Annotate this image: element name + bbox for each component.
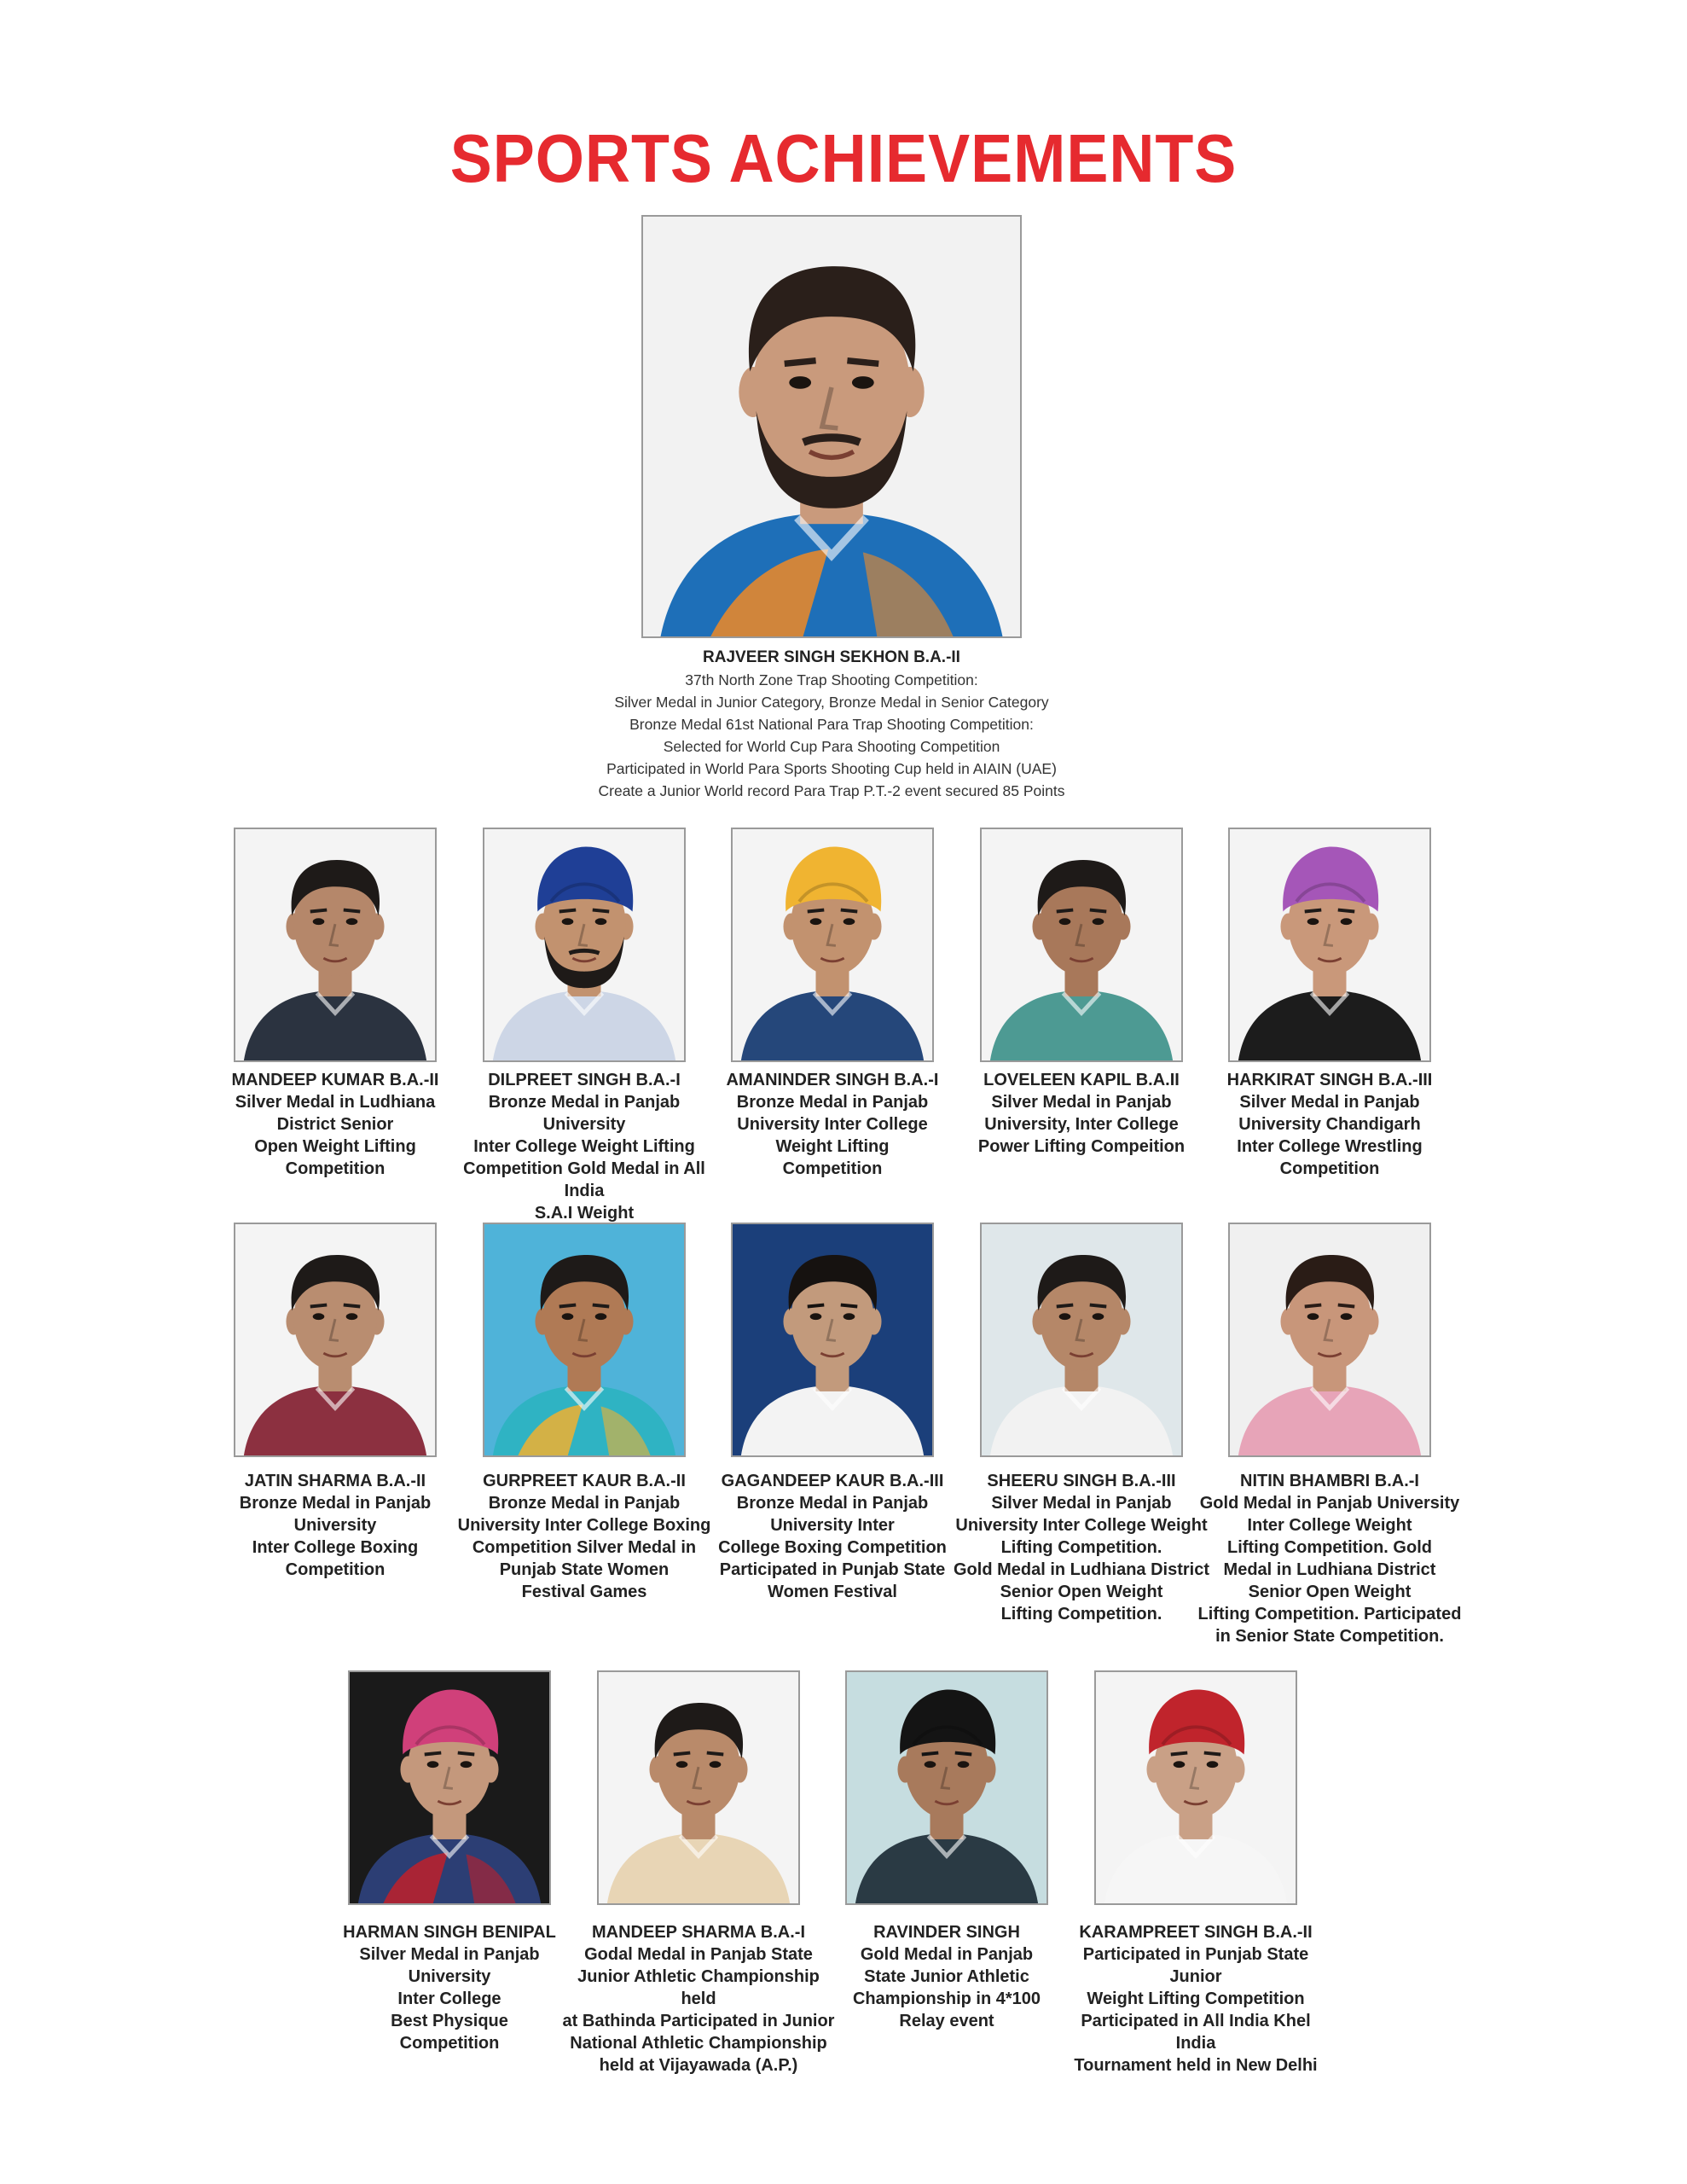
athlete-name: LOVELEEN KAPIL B.A.II [983, 1071, 1180, 1089]
achievement-line: Participated in All India Khel India [1081, 2012, 1311, 2053]
athlete-photo [980, 828, 1183, 1062]
achievement-line: Bronze Medal in Panjab University [488, 1093, 681, 1134]
achievement-line: Inter College [397, 1989, 501, 2008]
achievement-line: University Inter College [737, 1115, 928, 1134]
achievement-line: Lifting Competition. [1000, 1605, 1162, 1623]
achievement-line: Senior Open Weight [1000, 1583, 1163, 1601]
achievement-line: Relay event [899, 2012, 994, 2030]
portrait-illustration [350, 1672, 549, 1903]
achievement-line: Create a Junior World record Para Trap P.T.-2 event secured 85 Points [598, 782, 1065, 799]
athlete-photo [348, 1670, 551, 1905]
achievement-line: Competition [285, 1159, 386, 1178]
athlete-caption [562, 1921, 835, 2077]
achievement-line: University Inter College Weight [955, 1516, 1208, 1535]
portrait-illustration [484, 829, 684, 1060]
achievement-line: Competition [1279, 1159, 1380, 1178]
achievement-line: Bronze Medal in Panjab [736, 1494, 929, 1513]
athlete-name: SHEERU SINGH B.A.-III [987, 1472, 1176, 1490]
achievement-line: 37th North Zone Trap Shooting Competition: [685, 671, 978, 688]
athlete-name: RAJVEER SINGH SEKHON B.A.-II [703, 648, 960, 666]
achievement-line: Senior Open Weight [1248, 1583, 1412, 1601]
achievement-line: Silver Medal in Panjab [991, 1093, 1172, 1112]
achievement-line: Competition [399, 2034, 500, 2053]
athlete-photo [483, 1223, 686, 1457]
athlete-photo [1228, 828, 1431, 1062]
featured-athlete-caption [507, 647, 1156, 802]
athlete-caption [1193, 1069, 1466, 1180]
athlete-name: HARMAN SINGH BENIPAL [343, 1923, 556, 1942]
athlete-photo [597, 1670, 800, 1905]
achievement-line: Silver Medal in Ludhiana [235, 1093, 436, 1112]
achievement-line: Lifting Competition. [1000, 1538, 1162, 1557]
achievement-line: Silver Medal in Panjab [991, 1494, 1172, 1513]
page-title: SPORTS ACHIEVEMENTS [449, 120, 1238, 196]
athlete-photo [731, 828, 934, 1062]
achievement-line: Silver Medal in Junior Category, Bronze Medal in Senior Category [614, 694, 1049, 711]
athlete-caption [199, 1069, 472, 1180]
achievement-line: Festival Games [521, 1583, 647, 1601]
athlete-photo [980, 1223, 1183, 1457]
athlete-name: KARAMPREET SINGH B.A.-II [1079, 1923, 1313, 1942]
athlete-name: GAGANDEEP KAUR B.A.-III [721, 1472, 944, 1490]
athlete-caption [696, 1069, 969, 1180]
achievement-line: District Senior [276, 1115, 394, 1134]
achievement-line: Participated in World Para Sports Shooting Cup held in AIAIN (UAE) [606, 760, 1057, 777]
achievement-line: Gold Medal in Ludhiana District [953, 1560, 1210, 1579]
athlete-caption [313, 1921, 586, 2054]
athlete-name: DILPREET SINGH B.A.-I [488, 1071, 681, 1089]
achievement-line: Open Weight Lifting [254, 1137, 416, 1156]
portrait-illustration [484, 1224, 684, 1455]
achievement-line: Women Festival [768, 1583, 897, 1601]
athlete-photo [483, 828, 686, 1062]
achievement-line: Competition [782, 1159, 883, 1178]
achievement-line: Bronze Medal 61st National Para Trap Shooting Competition: [629, 716, 1034, 733]
achievement-line: State Junior Athletic [864, 1967, 1029, 1986]
athlete-name: MANDEEP SHARMA B.A.-I [591, 1923, 805, 1942]
achievement-line: Gold Medal in Panjab University [1199, 1494, 1460, 1513]
athlete-name: AMANINDER SINGH B.A.-I [726, 1071, 939, 1089]
achievement-line: Inter College Weight [1247, 1516, 1412, 1535]
athlete-caption [199, 1470, 472, 1581]
portrait-illustration [733, 1224, 932, 1455]
portrait-illustration [235, 1224, 435, 1455]
portrait-illustration [1230, 1224, 1429, 1455]
athlete-name: HARKIRAT SINGH B.A.-III [1226, 1071, 1433, 1089]
portrait-illustration [733, 829, 932, 1060]
achievement-line: College Boxing Competition [718, 1538, 947, 1557]
achievement-line: Weight Lifting Competition [1087, 1989, 1305, 2008]
athlete-name: RAVINDER SINGH [873, 1923, 1020, 1942]
achievement-line: Bronze Medal in Panjab [239, 1494, 432, 1513]
portrait-illustration [1096, 1672, 1296, 1903]
achievement-line: Medal in Ludhiana District [1223, 1560, 1436, 1579]
athlete-name: MANDEEP KUMAR B.A.-II [231, 1071, 439, 1089]
portrait-illustration [599, 1672, 798, 1903]
achievement-line: Silver Medal in Panjab [1239, 1093, 1420, 1112]
achievement-line: Lifting Competition. Participated [1197, 1605, 1462, 1623]
athlete-caption [1193, 1470, 1466, 1647]
athlete-photo [234, 1223, 437, 1457]
athlete-photo [234, 828, 437, 1062]
athlete-name: JATIN SHARMA B.A.-II [244, 1472, 426, 1490]
achievement-line: Gold Medal in Panjab [860, 1945, 1034, 1964]
achievement-line: University [293, 1516, 377, 1535]
portrait-illustration [847, 1672, 1046, 1903]
achievement-line: Bronze Medal in Panjab [736, 1093, 929, 1112]
achievement-line: Participated in Punjab State Junior [1082, 1945, 1309, 1986]
athlete-caption [448, 1470, 721, 1603]
achievement-line: Inter College Weight Lifting [473, 1137, 695, 1156]
portrait-illustration [982, 1224, 1181, 1455]
athlete-caption [448, 1069, 721, 1246]
achievement-line: at Bathinda Participated in Junior [562, 2012, 835, 2030]
achievement-line: Tournament held in New Delhi [1074, 2056, 1318, 2075]
achievement-line: Lifting Competition. Gold [1227, 1538, 1432, 1557]
achievement-line: Punjab State Women [499, 1560, 670, 1579]
achievement-line: Silver Medal in Panjab [359, 1945, 540, 1964]
achievement-line: University, Inter College [984, 1115, 1179, 1134]
achievement-line: National Athletic Championship [570, 2034, 827, 2053]
athlete-photo [845, 1670, 1048, 1905]
featured-athlete-photo [641, 215, 1022, 638]
athlete-caption [1059, 1921, 1332, 2077]
portrait-illustration [643, 217, 1020, 636]
athlete-photo [1228, 1223, 1431, 1457]
achievement-line: Bronze Medal in Panjab [488, 1494, 681, 1513]
achievement-line: Competition Gold Medal in All India [463, 1159, 705, 1200]
achievement-line: Competition [285, 1560, 386, 1579]
achievement-line: University Inter College Boxing [457, 1516, 711, 1535]
achievement-line: in Senior State Competition. [1215, 1627, 1444, 1646]
portrait-illustration [1230, 829, 1429, 1060]
athlete-photo [731, 1223, 934, 1457]
achievement-line: Best Physique [391, 2012, 508, 2030]
athlete-name: NITIN BHAMBRI B.A.-I [1240, 1472, 1419, 1490]
athlete-caption [945, 1069, 1218, 1158]
achievement-line: Junior Athletic Championship held [577, 1967, 820, 2008]
achievement-line: Selected for World Cup Para Shooting Competition [663, 738, 1000, 755]
achievement-line: S.A.I Weight [534, 1204, 635, 1223]
achievement-line: University [408, 1967, 491, 1986]
achievement-line: Competition Silver Medal in [472, 1538, 697, 1557]
achievement-line: Weight Lifting [775, 1137, 890, 1156]
achievement-line: Inter College Boxing [252, 1538, 419, 1557]
portrait-illustration [235, 829, 435, 1060]
achievement-line: Championship in 4*100 [852, 1989, 1041, 2008]
portrait-illustration [982, 829, 1181, 1060]
athlete-photo [1094, 1670, 1297, 1905]
athlete-name: GURPREET KAUR B.A.-II [483, 1472, 686, 1490]
achievement-line: University Inter [770, 1516, 895, 1535]
achievement-line: University Chandigarh [1238, 1115, 1421, 1134]
athlete-caption [810, 1921, 1083, 2032]
achievement-line: held at Vijayawada (A.P.) [599, 2056, 798, 2075]
achievement-line: Power Lifting Compeition [977, 1137, 1186, 1156]
athlete-caption [696, 1470, 969, 1603]
achievement-line: Participated in Punjab State [719, 1560, 946, 1579]
achievement-line: Godal Medal in Panjab State [584, 1945, 813, 1964]
athlete-caption [945, 1470, 1218, 1625]
achievement-line: Inter College Wrestling [1237, 1137, 1423, 1156]
